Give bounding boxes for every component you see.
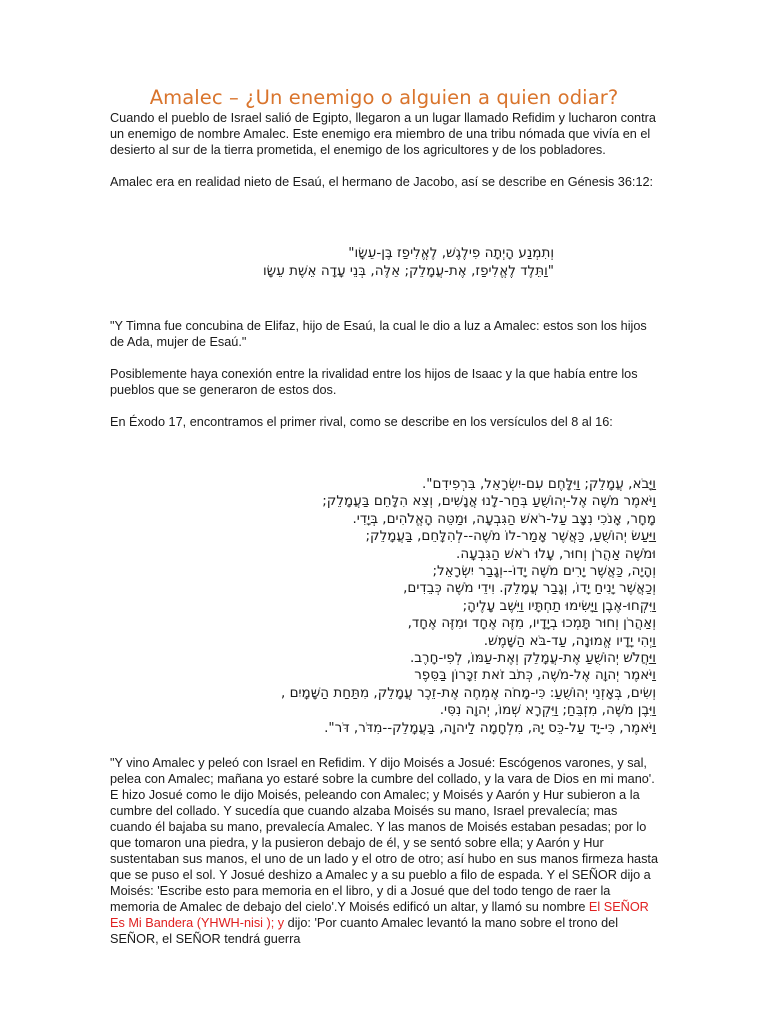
hebrew-line: וַיִּבֶן מֹשֶׁה, מִזְבֵּחַ; וַיִּקְרָא שְׁמוֹ, יְהוָה נִסִּי.: [439, 702, 656, 719]
hebrew-line: וַיֹּאמֶר מֹשֶׁה אֶל-יְהוֹשֻׁעַ בְּחַר-לָנוּ אֲנָשִׁים, וְצֵא הִלָּחֵם בַּעֲמָלֵק;: [322, 493, 656, 510]
hebrew-line: וְהָיָה, כַּאֲשֶׁר יָרִים מֹשֶׁה יָדוֹ--וְגָבַר יִשְׂרָאֵל;: [432, 563, 656, 580]
page-title: Amalec – ¿Un enemigo o alguien a quien odiar?: [149, 86, 619, 109]
hebrew-line: וַיַּחֲלֹשׁ יְהוֹשֻׁעַ אֶת-עֲמָלֵק וְאֶת-עַמּוֹ, לְפִי-חָרֶב.: [409, 650, 656, 667]
hebrew-line: וַיֹּאמֶר, כִּי-יָד עַל-כֵּס יָהּ, מִלְחָמָה לַיהוָה, בַּעֲמָלֵק--מִדֹּר, דֹּר".: [324, 719, 656, 736]
hebrew-line: וְאַהֲרֹן וְחוּר תָּמְכוּ בְיָדָיו, מִזֶּה אֶחָד וּמִזֶּה אֶחָד,: [407, 615, 656, 632]
hebrew-line: וְשִׂים, בְּאָזְנֵי יְהוֹשֻׁעַ: כִּי-מָחֹה אֶמְחֶה אֶת-זֵכֶר עֲמָלֵק, מִתַּחַת הַשָּׁמָיִם ,: [281, 684, 656, 701]
hebrew-line: מָחָר, אָנֹכִי נִצָּב עַל-רֹאשׁ הַגִּבְעָה, וּמַטֵּה הָאֱלֹהִים, בְּיָדִי.: [352, 510, 656, 527]
translation-text-end: dijo: 'Por cuanto Amalec levantó la mano sobre el trono del SEÑOR, el SEÑOR tendrá guerra: [110, 916, 619, 947]
exodus-intro-paragraph: En Éxodo 17, encontramos el primer rival, como se describe en los versículos del 8 al 16:: [110, 415, 613, 429]
hebrew-line: "וַתֵּלֶד לֶאֱלִיפַז, אֶת-עֲמָלֵק; אֵלֶּה, בְּנֵי עָדָה אֵשֶׁת עֵשָׂו: [262, 263, 554, 279]
hebrew-line: וַיָּבֹא, עֲמָלֵק; וַיִּלָּחֶם עִם-יִשְׂרָאֵל, בִּרְפִידִם".: [422, 476, 656, 492]
translation-text: "Y vino Amalec y peleó con Israel en Refidim. Y dijo Moisés a Josué: Escógenos varones, y sal, pelea con Amalec; mañana yo estaré sobre la cumbre del collado, y la vara de Dios en mi mano'. E hizo Josué como le dijo Moisés, peleando con Amalec; y Moisés y Aarón y Hur subieron a la cumbre del collado. Y sucedía que cuando alzaba Moisés su mano, Israel prevalecía; mas cuando él bajaba su mano, prevalecía Amalec. Y las manos de Moisés estaban pesadas; por lo que tomaron una piedra, y la pusieron debajo de él, y se sentó sobre ella; y Aarón y Hur sustentaban sus manos, el uno de un lado y el otro de otro; así hubo en sus manos firmeza hasta que se puso el sol. Y Josué deshizo a Amalec y a su pueblo a filo de espada. Y el SEÑOR dijo a Moisés: 'Escribe esto para memoria en el libro, y di a Josué que del todo tengo de raer la memoria de Amalec de debajo del cielo'.Y Moisés edificó un altar, y llamó su nombre: [110, 756, 659, 915]
genesis-intro-paragraph: Amalec era en realidad nieto de Esaú, el hermano de Jacobo, así se describe en Génesis 36:12:: [110, 175, 654, 189]
highlighted-name: El SEÑOR Es Mi Bandera (YHWH-nisi ); y: [110, 900, 649, 931]
hebrew-line: וַיֹּאמֶר יְהוָה אֶל-מֹשֶׁה, כְּתֹב זֹאת זִכָּרוֹן בַּסֵּפֶר: [414, 667, 656, 684]
exodus-translation-paragraph: [110, 755, 658, 947]
hebrew-exodus-quote: [110, 476, 658, 737]
hebrew-line: וַיְהִי יָדָיו אֱמוּנָה, עַד-בֹּא הַשָּׁמֶשׁ.: [483, 632, 656, 649]
hebrew-line: וְתִמְנַע הָיְתָה פִילֶגֶשׁ, לֶאֱלִיפַז בֶּן-עֵשָׂו": [348, 245, 554, 261]
document-page: [110, 86, 658, 947]
hebrew-line: וּמֹשֶׁה אַהֲרֹן וְחוּר, עָלוּ רֹאשׁ הַגִּבְעָה.: [456, 545, 656, 562]
hebrew-line: וַיַּעַשׂ יְהוֹשֻׁעַ, כַּאֲשֶׁר אָמַר-לוֹ מֹשֶׁה--לְהִלָּחֵם, בַּעֲמָלֵק;: [365, 528, 656, 545]
hebrew-genesis-quote: [110, 244, 658, 280]
hebrew-line: וְכַאֲשֶׁר יָנִיחַ יָדוֹ, וְגָבַר עֲמָלֵק. וִידֵי מֹשֶׁה כְּבֵדִים,: [403, 580, 656, 597]
rivalry-paragraph: Posiblemente haya conexión entre la rivalidad entre los hijos de Isaac y la que había entre los pueblos que se generaron de estos dos.: [110, 367, 638, 397]
genesis-translation-paragraph: "Y Timna fue concubina de Elifaz, hijo de Esaú, la cual le dio a luz a Amalec: estos son los hijos de Ada, mujer de Esaú.": [110, 319, 647, 349]
hebrew-line: וַיִּקְחוּ-אֶבֶן וַיָּשִׂימוּ תַחְתָּיו וַיֵּשֶׁב עָלֶיהָ;: [462, 597, 656, 614]
intro-paragraph: Cuando el pueblo de Israel salió de Egipto, llegaron a un lugar llamado Refidim y lucharon contra un enemigo de nombre Amalec. Este enemigo era miembro de una tribu nómada que vivía en el desierto al sur de la tierra prometida, el enemigo de los agricultores y de los pobladores.: [110, 111, 656, 157]
